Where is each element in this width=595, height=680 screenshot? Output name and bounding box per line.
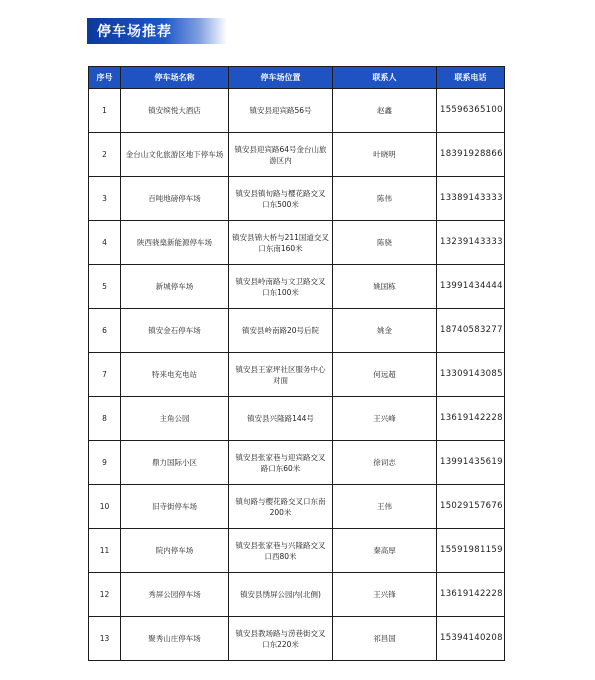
table-header-row xyxy=(89,67,505,89)
cell-location: 镇安县镇旬路与樱花路交叉口东500米 xyxy=(229,177,333,221)
cell-phone: 13309143085 xyxy=(437,353,505,397)
cell-phone: 15596365100 xyxy=(437,89,505,133)
table-row xyxy=(89,177,505,221)
cell-name: 旧寺街停车场 xyxy=(121,485,229,529)
cell-phone: 15394140208 xyxy=(437,617,505,661)
table-row xyxy=(89,309,505,353)
table-row xyxy=(89,397,505,441)
cell-name: 金台山文化旅游区地下停车场 xyxy=(121,133,229,177)
cell-name: 陕西骁燊新能源停车场 xyxy=(121,221,229,265)
cell-location: 镇安县岭南路20号后院 xyxy=(229,309,333,353)
table-row xyxy=(89,133,505,177)
header-no: 序号 xyxy=(89,67,121,89)
cell-name: 主角公园 xyxy=(121,397,229,441)
table-row xyxy=(89,221,505,265)
cell-no: 3 xyxy=(89,177,121,221)
cell-phone: 13389143333 xyxy=(437,177,505,221)
cell-name: 聚秀山庄停车场 xyxy=(121,617,229,661)
section-title: 停车场推荐 xyxy=(97,24,172,40)
cell-contact: 王兴锋 xyxy=(333,573,437,617)
cell-no: 7 xyxy=(89,353,121,397)
cell-name: 秀屏公园停车场 xyxy=(121,573,229,617)
cell-contact: 姚国栋 xyxy=(333,265,437,309)
cell-location: 镇安县迎宾路64号金台山旅游区内 xyxy=(229,133,333,177)
cell-name: 镇安金石停车场 xyxy=(121,309,229,353)
cell-no: 10 xyxy=(89,485,121,529)
cell-name: 镇安缤悦大酒店 xyxy=(121,89,229,133)
table-row xyxy=(89,265,505,309)
cell-contact: 祁昌国 xyxy=(333,617,437,661)
cell-no: 4 xyxy=(89,221,121,265)
cell-name: 新城停车场 xyxy=(121,265,229,309)
table-row xyxy=(89,441,505,485)
table-row xyxy=(89,617,505,661)
cell-phone: 13991435619 xyxy=(437,441,505,485)
cell-phone: 15591981159 xyxy=(437,529,505,573)
cell-no: 12 xyxy=(89,573,121,617)
cell-no: 13 xyxy=(89,617,121,661)
header-name: 停车场名称 xyxy=(121,67,229,89)
table-row xyxy=(89,529,505,573)
cell-phone: 18391928866 xyxy=(437,133,505,177)
table-row xyxy=(89,353,505,397)
cell-contact: 王兴峰 xyxy=(333,397,437,441)
section-banner xyxy=(87,18,227,44)
cell-location: 镇安县兴隆路144号 xyxy=(229,397,333,441)
cell-location: 镇旬路与樱花路交叉口东南200米 xyxy=(229,485,333,529)
cell-contact: 陈伟 xyxy=(333,177,437,221)
cell-location: 镇安县锦大桥与211国道交叉口东南160米 xyxy=(229,221,333,265)
cell-phone: 13239143333 xyxy=(437,221,505,265)
cell-contact: 秦高厚 xyxy=(333,529,437,573)
header-contact: 联系人 xyxy=(333,67,437,89)
cell-contact: 陈骁 xyxy=(333,221,437,265)
cell-phone: 13619142228 xyxy=(437,573,505,617)
cell-no: 8 xyxy=(89,397,121,441)
table-row xyxy=(89,573,505,617)
cell-location: 镇安县迎宾路56号 xyxy=(229,89,333,133)
cell-phone: 13619142228 xyxy=(437,397,505,441)
cell-phone: 18740583277 xyxy=(437,309,505,353)
cell-no: 6 xyxy=(89,309,121,353)
table-row xyxy=(89,89,505,133)
cell-name: 鼎力国际小区 xyxy=(121,441,229,485)
cell-contact: 赵鑫 xyxy=(333,89,437,133)
header-phone: 联系电话 xyxy=(437,67,505,89)
cell-no: 9 xyxy=(89,441,121,485)
cell-location: 镇安县张家巷与迎宾路交叉路口东60米 xyxy=(229,441,333,485)
cell-contact: 叶晓明 xyxy=(333,133,437,177)
header-location: 停车场位置 xyxy=(229,67,333,89)
cell-no: 2 xyxy=(89,133,121,177)
cell-location: 镇安县绣屏公园内(北侧) xyxy=(229,573,333,617)
cell-phone: 13991434444 xyxy=(437,265,505,309)
cell-name: 百吨地磅停车场 xyxy=(121,177,229,221)
cell-phone: 15029157676 xyxy=(437,485,505,529)
cell-contact: 王伟 xyxy=(333,485,437,529)
cell-no: 5 xyxy=(89,265,121,309)
cell-name: 院内停车场 xyxy=(121,529,229,573)
cell-contact: 姚金 xyxy=(333,309,437,353)
cell-contact: 徐词志 xyxy=(333,441,437,485)
cell-contact: 何远超 xyxy=(333,353,437,397)
cell-location: 镇安县岭南路与文卫路交叉口东100米 xyxy=(229,265,333,309)
cell-location: 镇安县张家巷与兴隆路交叉口西80米 xyxy=(229,529,333,573)
cell-location: 镇安县教场路与涝巷街交叉口东220米 xyxy=(229,617,333,661)
parking-table xyxy=(88,66,505,661)
cell-location: 镇安县王家坪社区服务中心对面 xyxy=(229,353,333,397)
cell-name: 特来电充电站 xyxy=(121,353,229,397)
cell-no: 11 xyxy=(89,529,121,573)
cell-no: 1 xyxy=(89,89,121,133)
table-row xyxy=(89,485,505,529)
